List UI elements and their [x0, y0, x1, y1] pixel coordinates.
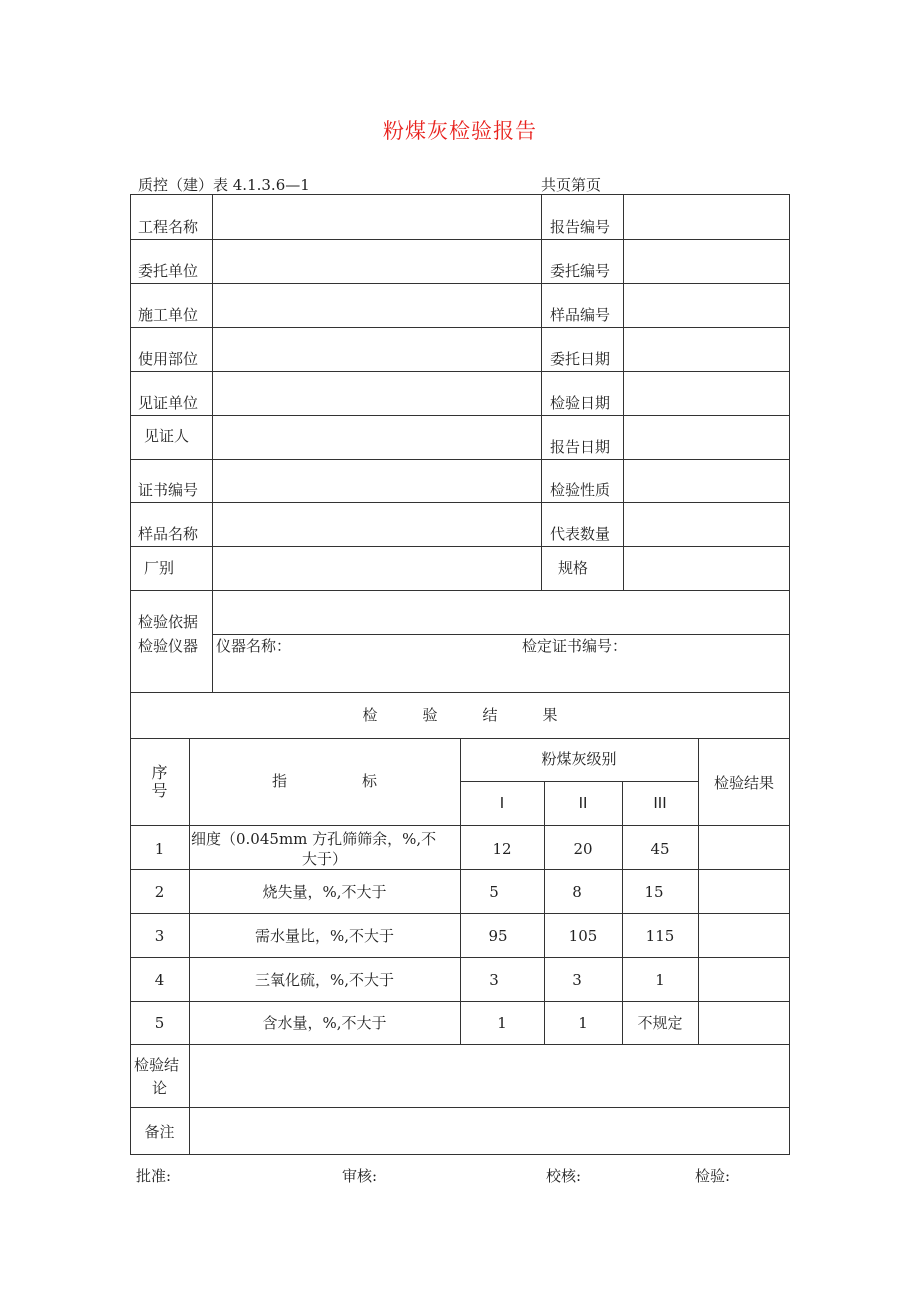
row-4-grade-3: 1: [655, 971, 665, 989]
label-calibration-cert-no: 检定证书编号：: [522, 637, 628, 655]
label-specification: 规格: [558, 559, 589, 577]
label-conclusion-line1: 检验结: [134, 1056, 180, 1074]
row-4-grade-2: 3: [572, 971, 582, 989]
table-grid-lines: [130, 194, 790, 1155]
row-4-seq: 4: [154, 971, 165, 989]
footer-approve: 批准:: [136, 1167, 172, 1185]
row-2-seq: 2: [154, 883, 165, 901]
row-1-indicator-line1: 细度（0.045mm 方孔筛筛余，%,不: [191, 830, 437, 848]
label-instrument-name: 仪器名称：: [216, 637, 292, 655]
footer-check: 校核:: [546, 1167, 582, 1185]
row-1-indicator-line2: 大于）: [301, 850, 347, 868]
row-1-grade-3: 45: [650, 840, 670, 858]
row-4-grade-1: 3: [489, 971, 499, 989]
footer-review: 审核:: [342, 1167, 378, 1185]
label-quantity: 代表数量: [550, 525, 611, 543]
row-5-seq: 5: [154, 1014, 165, 1032]
row-5-grade-3: 不规定: [637, 1014, 683, 1032]
label-report-no: 报告编号: [550, 218, 611, 236]
label-client: 委托单位: [138, 262, 199, 280]
row-1-grade-1: 12: [492, 840, 512, 858]
page-title: 粉煤灰检验报告: [383, 119, 537, 143]
header-test-result: 检验结果: [713, 774, 774, 792]
row-1-grade-2: 20: [573, 840, 593, 858]
page-count: 共页第页: [541, 176, 602, 194]
label-witness: 见证人: [144, 427, 190, 445]
row-5-grade-1: 1: [497, 1014, 507, 1032]
row-3-grade-1: 95: [488, 927, 508, 945]
footer-inspect: 检验:: [695, 1167, 731, 1185]
label-usage-location: 使用部位: [138, 350, 199, 368]
row-5-indicator: 含水量，%,不大于: [262, 1014, 387, 1032]
label-witness-unit: 见证单位: [138, 394, 199, 412]
row-3-indicator: 需水量比，%,不大于: [254, 927, 395, 945]
row-2-indicator: 烧失量，%,不大于: [262, 883, 387, 901]
row-3-grade-2: 105: [568, 927, 598, 945]
label-test-instrument: 检验仪器: [138, 637, 199, 655]
label-commission-date: 委托日期: [550, 350, 611, 368]
label-remarks: 备注: [144, 1123, 175, 1141]
label-test-nature: 检验性质: [550, 481, 611, 499]
header-indicator: 指 标: [271, 772, 377, 790]
label-test-date: 检验日期: [550, 394, 611, 412]
row-1-seq: 1: [154, 840, 165, 858]
header-grade-2: II: [578, 794, 588, 812]
label-project-name: 工程名称: [138, 218, 199, 236]
row-3-grade-3: 115: [645, 927, 675, 945]
label-sample-name: 样品名称: [138, 525, 199, 543]
form-code: 质控（建）表 4.1.3.6—1: [138, 176, 310, 194]
label-certificate-no: 证书编号: [138, 481, 199, 499]
row-2-grade-1: 5: [489, 883, 499, 901]
results-heading: 检 验 结 果: [362, 706, 558, 724]
header-grade-1: I: [499, 794, 505, 812]
label-sample-no: 样品编号: [550, 306, 611, 324]
header-seq-no: 序号: [151, 763, 168, 800]
report-table: [130, 194, 790, 1155]
label-manufacturer: 厂别: [144, 559, 175, 577]
row-3-seq: 3: [154, 927, 165, 945]
row-2-grade-3: 15: [644, 883, 664, 901]
label-test-basis: 检验依据: [138, 613, 199, 631]
row-2-grade-2: 8: [572, 883, 582, 901]
label-commission-no: 委托编号: [550, 262, 611, 280]
row-5-grade-2: 1: [578, 1014, 588, 1032]
label-report-date: 报告日期: [550, 438, 611, 456]
header-fly-ash-grade: 粉煤灰级别: [541, 750, 617, 768]
header-grade-3: III: [653, 794, 667, 812]
label-conclusion-line2: 论: [151, 1079, 167, 1097]
row-4-indicator: 三氧化硫，%,不大于: [254, 971, 395, 989]
label-contractor: 施工单位: [138, 306, 199, 324]
